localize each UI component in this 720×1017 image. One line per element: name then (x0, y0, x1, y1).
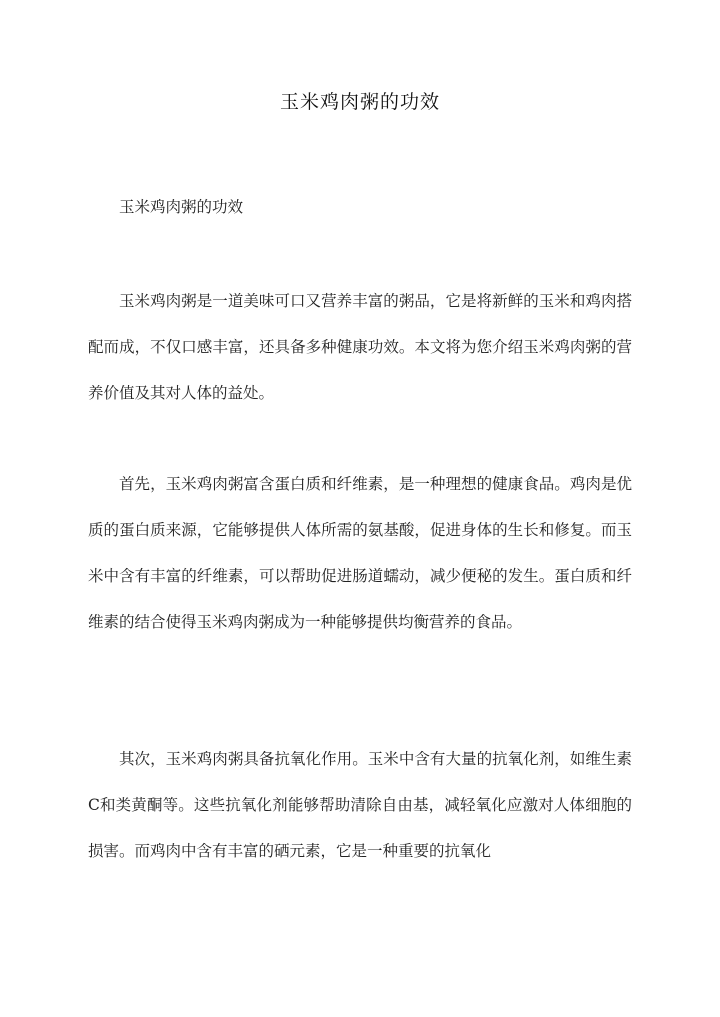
paragraph-antioxidant: 其次，玉米鸡肉粥具备抗氧化作用。玉米中含有大量的抗氧化剂，如维生素C和类黄酮等。这些抗氧化剂能够帮助清除自由基，减轻氧化应激对人体细胞的损害。而鸡肉中含有丰富的硒元素，它是一种重要的抗氧化 (88, 750, 632, 860)
paragraph-intro: 玉米鸡肉粥是一道美味可口又营养丰富的粥品，它是将新鲜的玉米和鸡肉搭配而成，不仅口感丰富，还具备多种健康功效。本文将为您介绍玉米鸡肉粥的营养价值及其对人体的益处。 (88, 292, 632, 402)
paragraph-heading: 玉米鸡肉粥的功效 (119, 198, 244, 216)
paragraph-protein-fiber: 首先，玉米鸡肉粥富含蛋白质和纤维素，是一种理想的健康食品。鸡肉是优质的蛋白质来源，它能够提供人体所需的氨基酸，促进身体的生长和修复。而玉米中含有丰富的纤维素，可以帮助促进肠道蠕动，减少便秘的发生。蛋白质和纤维素的结合使得玉米鸡肉粥成为一种能够提供均衡营养的食品。 (88, 475, 632, 631)
document-title: 玉米鸡肉粥的功效 (279, 91, 440, 113)
